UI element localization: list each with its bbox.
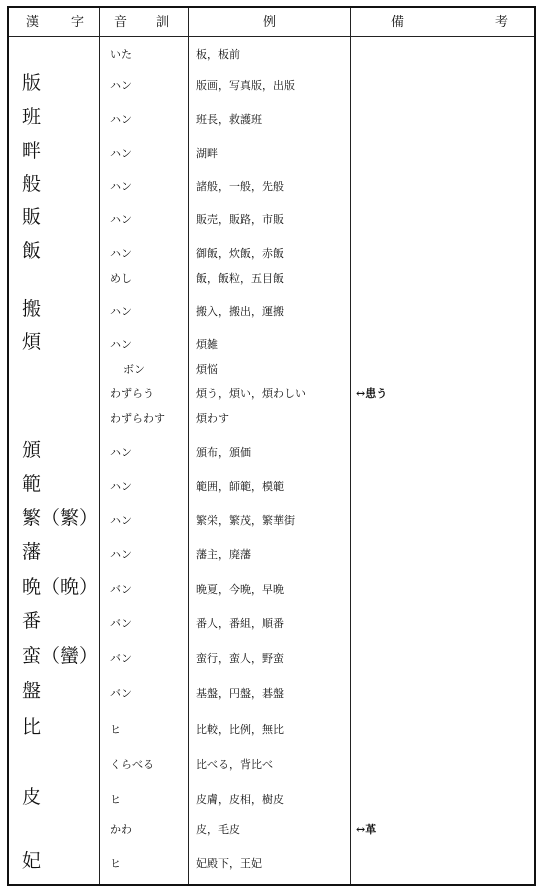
example-cell: 湖畔 bbox=[196, 147, 218, 160]
kanji-cell: 盤 bbox=[22, 680, 42, 702]
kanji-cell: 繁（繁） bbox=[22, 507, 99, 529]
kanji-cell: 皮 bbox=[22, 786, 42, 808]
reading-cell: ハン bbox=[110, 514, 132, 527]
example-cell: 晩夏，今晩，早晩 bbox=[196, 583, 284, 596]
note-cell: ↔革 bbox=[356, 823, 377, 836]
column-divider bbox=[350, 8, 351, 884]
example-cell: 煩雑 bbox=[196, 338, 218, 351]
kanji-cell: 妃 bbox=[22, 850, 42, 872]
reading-cell: くらべる bbox=[110, 758, 154, 771]
kanji-cell: 飯 bbox=[22, 240, 42, 262]
example-cell: 範囲，師範，模範 bbox=[196, 480, 284, 493]
header-reading-1: 音 bbox=[114, 15, 129, 30]
reading-cell: わずらう bbox=[110, 387, 154, 400]
example-cell: 販売，販路，市販 bbox=[196, 213, 284, 226]
example-cell: 藩主，廃藩 bbox=[196, 548, 251, 561]
kanji-cell: 藩 bbox=[22, 541, 42, 563]
example-cell: 飯，飯粒，五目飯 bbox=[196, 272, 284, 285]
example-cell: 基盤，円盤，碁盤 bbox=[196, 687, 284, 700]
kanji-cell: 班 bbox=[22, 106, 42, 128]
reading-cell: ハン bbox=[110, 180, 132, 193]
header-note-1: 備 bbox=[391, 15, 406, 30]
reading-cell: いた bbox=[110, 48, 132, 61]
reading-cell: ヒ bbox=[110, 793, 121, 806]
reading-cell: バン bbox=[110, 652, 132, 665]
kanji-cell: 比 bbox=[22, 716, 42, 738]
reading-cell: ヒ bbox=[110, 857, 121, 870]
kanji-cell: 頒 bbox=[22, 439, 42, 461]
reading-cell: ハン bbox=[110, 79, 132, 92]
example-cell: 妃殿下，王妃 bbox=[196, 857, 262, 870]
example-cell: 蛮行，蛮人，野蛮 bbox=[196, 652, 284, 665]
example-cell: 煩わす bbox=[196, 412, 229, 425]
kanji-cell: 蛮（蠻） bbox=[22, 645, 99, 667]
note-cell: ↔患う bbox=[356, 387, 388, 400]
reading-cell: めし bbox=[110, 272, 132, 285]
column-divider bbox=[99, 8, 100, 884]
reading-cell: バン bbox=[110, 617, 132, 630]
example-cell: 班長，救護班 bbox=[196, 113, 262, 126]
reading-cell: ハン bbox=[110, 305, 132, 318]
header-kanji-1: 漢 bbox=[26, 15, 41, 30]
kanji-cell: 番 bbox=[22, 610, 42, 632]
example-cell: 板，板前 bbox=[196, 48, 240, 61]
reading-cell: ボン bbox=[123, 363, 145, 376]
header-reading-2: 訓 bbox=[156, 15, 171, 30]
kanji-cell: 範 bbox=[22, 473, 42, 495]
header-note-2: 考 bbox=[495, 15, 510, 30]
reading-cell: わずらわす bbox=[110, 412, 165, 425]
column-divider bbox=[188, 8, 189, 884]
reading-cell: ハン bbox=[110, 113, 132, 126]
example-cell: 頒布，頒価 bbox=[196, 446, 251, 459]
reading-cell: バン bbox=[110, 583, 132, 596]
example-cell: 煩悩 bbox=[196, 363, 218, 376]
kanji-cell: 版 bbox=[22, 72, 42, 94]
reading-cell: ハン bbox=[110, 247, 132, 260]
example-cell: 煩う，煩い，煩わしい bbox=[196, 387, 306, 400]
kanji-cell: 般 bbox=[22, 173, 42, 195]
kanji-table bbox=[7, 6, 536, 886]
example-cell: 搬入，搬出，運搬 bbox=[196, 305, 284, 318]
reading-cell: ハン bbox=[110, 213, 132, 226]
reading-cell: ハン bbox=[110, 548, 132, 561]
kanji-cell: 販 bbox=[22, 206, 42, 228]
header-example: 例 bbox=[263, 15, 278, 30]
example-cell: 皮，毛皮 bbox=[196, 823, 240, 836]
example-cell: 繁栄，繁茂，繁華街 bbox=[196, 514, 295, 527]
reading-cell: ハン bbox=[110, 147, 132, 160]
reading-cell: バン bbox=[110, 687, 132, 700]
example-cell: 比べる，背比べ bbox=[196, 758, 273, 771]
reading-cell: ハン bbox=[110, 446, 132, 459]
header-kanji-2: 字 bbox=[71, 15, 86, 30]
kanji-cell: 煩 bbox=[22, 331, 42, 353]
kanji-cell: 畔 bbox=[22, 140, 42, 162]
kanji-cell: 搬 bbox=[22, 298, 42, 320]
example-cell: 御飯，炊飯，赤飯 bbox=[196, 247, 284, 260]
example-cell: 諸般，一般，先般 bbox=[196, 180, 284, 193]
example-cell: 番人，番組，順番 bbox=[196, 617, 284, 630]
header-divider bbox=[9, 36, 534, 37]
reading-cell: ハン bbox=[110, 480, 132, 493]
example-cell: 比較，比例，無比 bbox=[196, 723, 284, 736]
reading-cell: ハン bbox=[110, 338, 132, 351]
example-cell: 皮膚，皮相，樹皮 bbox=[196, 793, 284, 806]
kanji-cell: 晩（晩） bbox=[22, 576, 99, 598]
reading-cell: ヒ bbox=[110, 723, 121, 736]
example-cell: 版画，写真版，出版 bbox=[196, 79, 295, 92]
reading-cell: かわ bbox=[110, 823, 132, 836]
